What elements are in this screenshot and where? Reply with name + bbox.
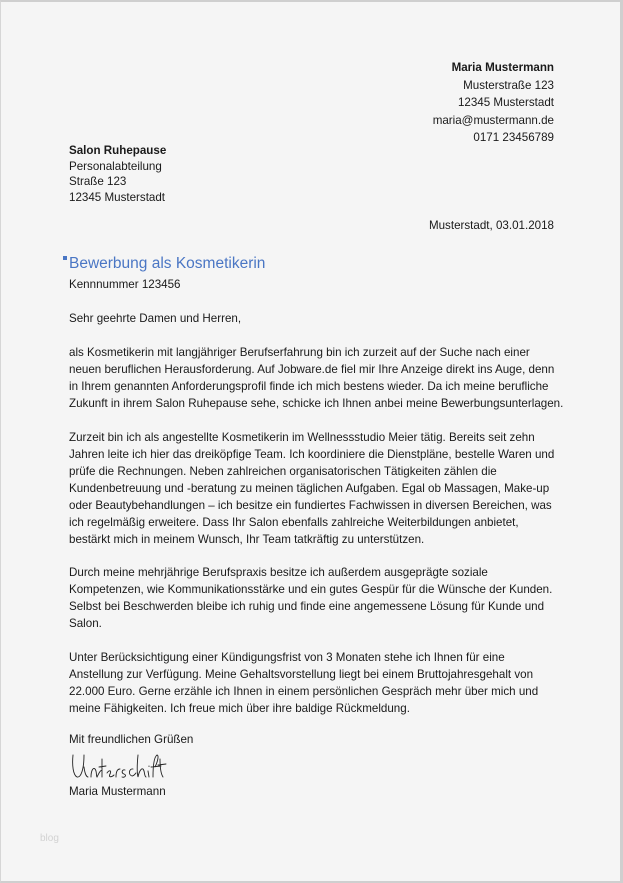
handwritten-signature — [69, 747, 169, 785]
recipient-street: Straße 123 — [69, 175, 127, 188]
text-line: ich regelmäßig erweitere. Dass Ihr Salon ebenfalls zahlreiche Weiterbildungen anbietet, — [69, 516, 519, 529]
sender-city: 12345 Musterstadt — [457, 96, 554, 109]
paragraph-marker-icon — [63, 256, 67, 260]
text-line: bestärkt mich in meinem Wunsch, Ihr Team tatkräftig zu unterstützen. — [69, 533, 425, 546]
reference-number: Kennnummer 123456 — [69, 278, 181, 291]
text-line: als Kosmetikerin mit langjähriger Berufserfahrung bin ich zurzeit auf der Suche nach einer — [69, 346, 530, 359]
body-paragraph-2 — [69, 429, 569, 548]
sender-phone: 0171 23456789 — [473, 131, 554, 144]
body-paragraph-4 — [69, 649, 569, 717]
body-paragraph-3 — [69, 564, 569, 632]
recipient-company: Salon Ruhepause — [69, 144, 167, 157]
text-line: in Ihrem genannten Anforderungsprofil finde ich mich bestens wieder. Da ich meine berufliche — [69, 380, 549, 393]
text-line: Durch meine mehrjährige Berufspraxis besitze ich außerdem ausgeprägte soziale — [69, 566, 488, 579]
sender-email: maria@mustermann.de — [432, 113, 554, 127]
recipient-department: Personalabteilung — [69, 159, 162, 173]
text-line: oder Beautybehandlungen – ich besitze ein fundiertes Fachwissen in diversen Bereichen, was — [69, 499, 552, 512]
text-line: 22.000 Euro. Gerne erzähle ich Ihnen in einem persönlichen Gespräch mehr über mich und — [69, 685, 539, 698]
text-line: meine Fähigkeiten. Ich freue mich über ihre baldige Rückmeldung. — [69, 702, 410, 715]
text-line: Kompetenzen, wie Kommunikationsstärke und ein gutes Gespür für die Wünsche der Kunden. — [69, 583, 553, 596]
sender-name: Maria Mustermann — [451, 61, 554, 74]
recipient-city: 12345 Musterstadt — [69, 190, 166, 204]
closing-phrase: Mit freundlichen Grüßen — [69, 733, 194, 746]
text-line: Anstellung zur Verfügung. Meine Gehaltsvorstellung liegt bei einem Bruttojahresgehalt von — [69, 668, 534, 681]
text-line: Zukunft in ihrem Salon Ruhepause sehe, schicke ich Ihnen anbei meine Bewerbungsunterlagen. — [69, 397, 564, 410]
watermark: blog — [40, 833, 59, 844]
salutation: Sehr geehrte Damen und Herren, — [69, 312, 242, 325]
text-line: Jahren leite ich hier das dreiköpfige Team. Ich koordiniere die Dienstpläne, bestelle Waren und — [69, 448, 555, 461]
text-line: Selbst bei Beschwerden bleibe ich ruhig und finde eine angemessene Lösung für Kunde und — [69, 600, 545, 613]
text-line: neuen beruflichen Herausforderung. Auf Jobware.de fiel mir Ihre Anzeige direkt ins Auge, denn — [69, 363, 555, 376]
body-paragraph-1 — [69, 344, 569, 412]
text-line: prüfe die Rechnungen. Neben zahlreichen organisatorischen Tätigkeiten zählen die — [69, 465, 497, 478]
sender-street: Musterstraße 123 — [463, 78, 554, 92]
text-line: Kundenbetreuung und -beratung zu meinen täglichen Aufgaben. Egal ob Massagen, Make-up — [69, 482, 550, 495]
text-line: Salon. — [69, 617, 102, 630]
date-line: Musterstadt, 03.01.2018 — [428, 219, 554, 232]
text-line: Zurzeit bin ich als angestellte Kosmetikerin im Wellnessstudio Meier tätig. Bereits seit zehn — [69, 431, 535, 444]
sender-address — [433, 59, 554, 147]
recipient-address — [69, 143, 166, 205]
signed-name: Maria Mustermann — [69, 785, 166, 798]
subject-heading: Bewerbung als Kosmetikerin — [69, 255, 266, 272]
text-line: Unter Berücksichtigung einer Kündigungsfrist von 3 Monaten stehe ich Ihnen für eine — [69, 651, 505, 664]
